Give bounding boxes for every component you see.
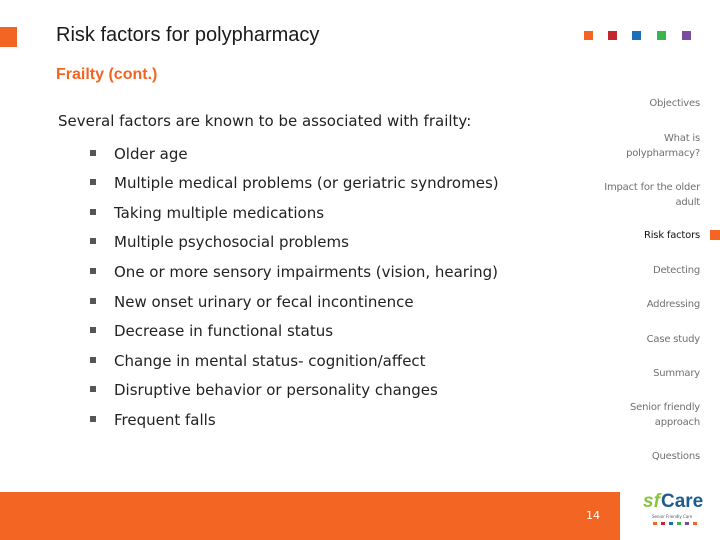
- logo-dot: [693, 522, 697, 525]
- page-number: 14: [586, 509, 600, 522]
- bullet-icon: [90, 179, 96, 185]
- blue-square: [632, 31, 641, 40]
- logo-dot: [677, 522, 681, 525]
- bullet-icon: [90, 298, 96, 304]
- nav-item-addressing[interactable]: Addressing: [646, 299, 700, 310]
- footer-bar: [0, 492, 620, 540]
- intro-text: Several factors are known to be associated with frailty:: [58, 112, 472, 130]
- bullet-icon: [90, 268, 96, 274]
- bullet-icon: [90, 416, 96, 422]
- nav-item-impact[interactable]: Impact for the older adult: [604, 182, 700, 208]
- nav-item-risk-factors[interactable]: Risk factors: [643, 230, 700, 241]
- nav-item-detecting[interactable]: Detecting: [652, 265, 700, 276]
- bullet-icon: [90, 150, 96, 156]
- logo-tagline: Senior Friendly Care: [652, 514, 693, 519]
- active-nav-marker: [710, 230, 720, 240]
- title-accent-block: [0, 27, 17, 47]
- bullet-icon: [90, 327, 96, 333]
- nav-item-summary[interactable]: Summary: [653, 368, 700, 379]
- orange-square: [584, 31, 593, 40]
- logo-sf-text: sf: [643, 491, 660, 512]
- bullet-icon: [90, 386, 96, 392]
- nav-item-case-study[interactable]: Case study: [646, 334, 700, 345]
- sfcare-logo: [641, 489, 711, 539]
- logo-dot: [653, 522, 657, 525]
- logo-care-text: Care: [661, 491, 704, 512]
- bullet-icon: [90, 238, 96, 244]
- logo-dot: [661, 522, 665, 525]
- nav-item-senior-friendly[interactable]: Senior friendly approach: [630, 402, 700, 428]
- green-square: [657, 31, 666, 40]
- red-square: [608, 31, 617, 40]
- logo-dot: [685, 522, 689, 525]
- bullet-icon: [90, 357, 96, 363]
- slide-title: Risk factors for polypharmacy: [56, 24, 320, 46]
- nav-item-questions[interactable]: Questions: [651, 451, 700, 462]
- slide-subtitle: Frailty (cont.): [56, 66, 158, 83]
- bullet-icon: [90, 209, 96, 215]
- nav-item-what-is-polypharmacy[interactable]: What is polypharmacy?: [626, 133, 700, 159]
- nav-item-objectives[interactable]: Objectives: [649, 98, 700, 109]
- purple-square: [682, 31, 691, 40]
- logo-dot: [669, 522, 673, 525]
